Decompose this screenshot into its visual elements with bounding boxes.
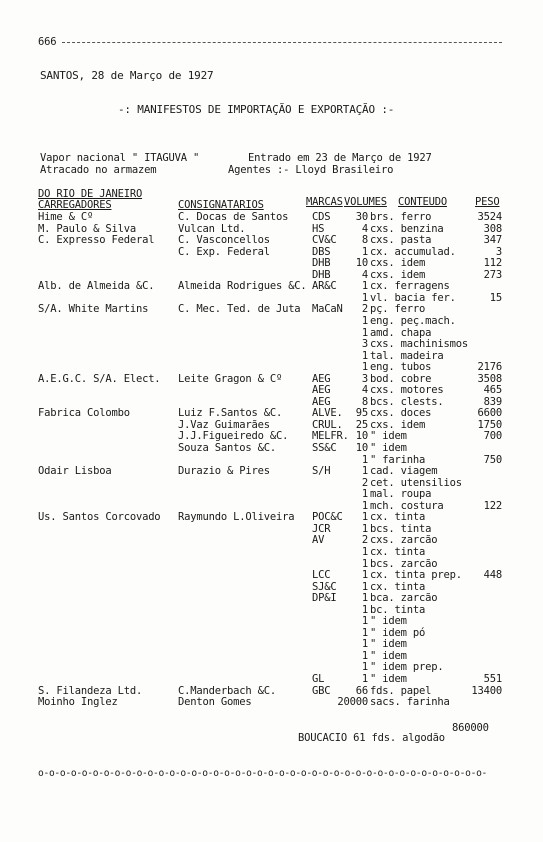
shipper-cell: C. Expresso Federal [38,234,155,247]
contents-cell: tal. madeira [370,349,444,362]
contents-cell: pç. ferro [370,303,426,316]
volume-cell: 1 [361,361,368,374]
col-header-shippers: CARREGADORES [38,199,112,211]
contents-cell: eng. peç.mach. [370,314,456,327]
contents-cell: " idem prep. [370,661,444,674]
marks-cell: AV [312,534,325,547]
volume-cell: 10 [355,442,368,454]
volume-cell: 1 [361,603,368,616]
marks-cell: DHB [312,257,331,270]
contents-cell: bcs. tinta [370,522,432,535]
marks-cell: DBS [312,245,331,258]
contents-cell: amd. chapa [370,326,432,339]
contents-cell: " farinha [370,453,426,466]
volume-cell: 1 [361,453,368,466]
contents-cell: cx. tinta [370,511,426,524]
volume-cell: 1 [361,673,368,685]
volume-cell: 3 [361,338,368,351]
volume-cell: 2 [361,476,368,489]
volume-cell: 1 [361,557,368,570]
contents-cell: " idem [370,615,407,628]
marks-cell: GL [312,673,325,685]
weight-cell: 15 [489,291,502,304]
contents-cell: " idem [370,649,407,662]
volume-cell: 1 [361,661,368,674]
volume-cell: 1 [361,522,368,535]
volume-cell: 2 [361,303,368,316]
consignee-cell: Durazio & Pires [178,465,270,478]
contents-cell: cx. accumulad. [370,245,456,258]
volume-cell: 95 [355,407,368,420]
weight-cell: 3524 [477,211,502,223]
volume-cell: 1 [361,280,368,293]
contents-cell: cxs. machinismos [370,338,468,351]
contents-cell: bca. zarcão [370,592,438,605]
volume-cell: 1 [361,592,368,605]
marks-cell: SS&C [312,442,337,454]
weight-cell: 308 [483,222,502,235]
volume-cell: 10 [355,430,368,443]
weight-cell: 273 [483,268,502,281]
volume-cell: 1 [361,245,368,258]
marks-cell: AEG [312,395,331,408]
consignee-cell: C. Exp. Federal [178,245,270,258]
volume-cell: 10 [355,257,368,270]
top-rule [62,42,502,43]
consignee-cell: Leite Gragon & Cº [178,372,283,385]
contents-cell: bcs. zarcão [370,557,438,570]
contents-cell: cxs. benzina [370,222,444,235]
volume-cell: 1 [361,488,368,501]
consignee-cell: Luiz F.Santos &C. [178,407,283,420]
volume-cell: 8 [361,234,368,247]
volume-cell: 1 [361,580,368,593]
volume-cell: 1 [361,626,368,639]
volume-cell: 1 [361,649,368,662]
weight-cell: 750 [483,453,502,466]
shipper-cell: Us. Santos Corcovado [38,511,161,524]
contents-cell: cx. tinta prep. [370,569,462,582]
contents-cell: mal. roupa [370,488,432,501]
contents-cell: cxs. motores [370,384,444,397]
volume-cell: 1 [361,638,368,651]
consignee-cell: Raymundo L.Oliveira [178,511,295,524]
arrival-date: Entrado em 23 de Março de 1927 [248,152,432,164]
contents-cell: " idem pó [370,626,426,639]
contents-cell: cxs. idem [370,418,426,431]
final-line: BOUCACIO 61 fds. algodão [298,732,445,744]
contents-cell: " idem [370,638,407,651]
shipper-cell: S/A. White Martins [38,303,149,316]
consignee-cell: Almeida Rodrigues &C. [178,280,307,293]
shipper-cell: M. Paulo & Silva [38,222,136,235]
page-number: 666 [38,36,57,48]
origin-heading: DO RIO DE JANEIRO [38,188,143,200]
marks-cell: DHB [312,268,331,281]
weight-cell: 6600 [477,407,502,420]
consignee-cell: C.Manderbach &C. [178,684,276,697]
volume-cell: 4 [361,268,368,281]
total-weight: 860000 [452,722,489,734]
weight-cell: 2176 [477,361,502,374]
contents-cell: sacs. farinha [370,696,450,709]
marks-cell: MELFR. [312,430,349,443]
contents-cell: fds. papel [370,684,432,697]
volume-cell: 1 [361,545,368,558]
volume-cell: 1 [361,465,368,478]
volume-cell: 1 [361,499,368,512]
contents-cell: mch. costura [370,499,444,512]
volume-cell: 8 [361,395,368,408]
contents-cell: bc. tinta [370,603,426,616]
shipper-cell: Odair Lisboa [38,465,112,478]
contents-cell: bcs. clests. [370,395,444,408]
consignee-cell: Souza Santos &C. [178,442,276,454]
marks-cell: JCR [312,522,331,535]
marks-cell: ALVE. [312,407,343,420]
volume-cell: 4 [361,384,368,397]
contents-cell: cxs. idem [370,257,426,270]
volume-cell: 4 [361,222,368,235]
marks-cell: CRUL. [312,418,343,431]
col-header-weight: PESO [475,196,500,208]
contents-cell: " idem [370,442,407,454]
marks-cell: DP&I [312,592,337,605]
contents-cell: cx. ferragens [370,280,450,293]
contents-cell: cxs. doces [370,407,432,420]
contents-cell: brs. ferro [370,211,432,223]
contents-cell: bod. cobre [370,372,432,385]
consignee-cell: J.Vaz Guimarães [178,418,270,431]
marks-cell: LCC [312,569,331,582]
shipper-cell: Fabrica Colombo [38,407,130,420]
contents-cell: cet. utensilios [370,476,462,489]
volume-cell: 1 [361,569,368,582]
contents-cell: vl. bacia fer. [370,291,456,304]
marks-cell: AR&C [312,280,337,293]
consignee-cell: C. Mec. Ted. de Juta [178,303,301,316]
volume-cell: 1 [361,314,368,327]
shipper-cell: Alb. de Almeida &C. [38,280,155,293]
agents-line: Agentes :- Lloyd Brasileiro [228,164,394,176]
marks-cell: AEG [312,384,331,397]
weight-cell: 839 [483,395,502,408]
weight-cell: 112 [483,257,502,270]
contents-cell: " idem [370,430,407,443]
volume-cell: 1 [361,615,368,628]
volume-cell: 25 [355,418,368,431]
section-title: -: MANIFESTOS DE IMPORTAÇÃO E EXPORTAÇÃO :- [118,103,395,116]
weight-cell: 3508 [477,372,502,385]
shipper-cell: Moinho Inglez [38,696,118,709]
separator-line: o-o-o-o-o-o-o-o-o-o-o-o-o-o-o-o-o-o-o-o-o-o-o-o-o-o-o-o-o-o-o-o-o-o-o-o-o-o-o-o-o- [38,768,488,779]
marks-cell: S/H [312,465,331,478]
contents-cell: eng. tubos [370,361,432,374]
marks-cell: CV&C [312,234,337,247]
marks-cell: CDS [312,211,331,223]
weight-cell: 465 [483,384,502,397]
weight-cell: 347 [483,234,502,247]
contents-cell: " idem [370,673,407,685]
shipper-cell: Hime & Cº [38,211,94,223]
col-header-contents: CONTEUDO [398,196,447,208]
weight-cell: 1750 [477,418,502,431]
marks-cell: GBC [312,684,331,697]
berth-line: Atracado no armazem [40,164,157,176]
volume-cell: 1 [361,349,368,362]
consignee-cell: Denton Gomes [178,696,252,709]
volume-cell: 1 [361,291,368,304]
weight-cell: 700 [483,430,502,443]
volume-cell: 66 [355,684,368,697]
weight-cell: 3 [495,245,502,258]
contents-cell: cx. tinta [370,580,426,593]
volume-cell: 30 [355,211,368,223]
shipper-cell: S. Filandeza Ltd. [38,684,143,697]
contents-cell: cxs. idem [370,268,426,281]
contents-cell: cad. viagem [370,465,438,478]
volume-cell: 20000 [337,696,368,709]
volume-cell: 1 [361,511,368,524]
marks-cell: POC&C [312,511,343,524]
weight-cell: 13400 [471,684,502,697]
col-header-consignees: CONSIGNATARIOS [178,199,264,211]
col-header-marks: MARCAS [306,196,343,208]
col-header-volumes: VOLUMES [344,196,387,208]
weight-cell: 448 [483,569,502,582]
vessel-line: Vapor nacional " ITAGUVA " [40,152,200,164]
contents-cell: cxs. pasta [370,234,432,247]
contents-cell: cx. tinta [370,545,426,558]
consignee-cell: C. Vasconcellos [178,234,270,247]
weight-cell: 551 [483,673,502,685]
volume-cell: 2 [361,534,368,547]
contents-cell: cxs. zarcão [370,534,438,547]
consignee-cell: Vulcan Ltd. [178,222,246,235]
shipper-cell: A.E.G.C. S/A. Elect. [38,372,161,385]
marks-cell: SJ&C [312,580,337,593]
consignee-cell: J.J.Figueiredo &C. [178,430,289,443]
weight-cell: 122 [483,499,502,512]
volume-cell: 3 [361,372,368,385]
marks-cell: HS [312,222,325,235]
place-date: SANTOS, 28 de Março de 1927 [40,69,214,82]
consignee-cell: C. Docas de Santos [178,211,289,223]
volume-cell: 1 [361,326,368,339]
marks-cell: AEG [312,372,331,385]
marks-cell: MaCaN [312,303,343,316]
